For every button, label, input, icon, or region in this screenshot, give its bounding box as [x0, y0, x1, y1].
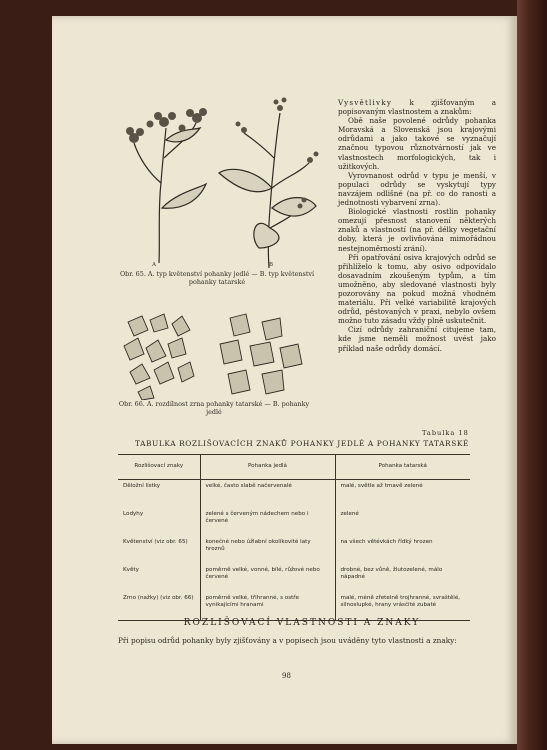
table-row	[118, 508, 470, 536]
explanations-paragraph: Cizí odrůdy zahraniční citujeme tam, kde jsme neměli možnost uvést jako příklad naše odrůdy domácí.	[338, 325, 496, 353]
table-cell: malé, světle až tmavě zelené	[340, 483, 423, 489]
explanations-paragraph: Při opatřování osiva krajových odrůd se přihlíželo k tomu, aby osivo odpovídalo dosavadním zkoušeným typům, a tím umožněno, aby sledované vlastnosti byly pozorovány na pokud možná vhodném materiálu. Při velké variabilitě krajových odrůd, pěstovaných v praxi, nebylo ovšem možno tuto zásadu vždy plně uskutečnit.	[338, 252, 496, 326]
section-heading: ROZLIŠOVACÍ VLASTNOSTI A ZNAKY	[183, 618, 421, 628]
explanations-intro: Vysvětlivky k zjišťovaným a popisovaným vlastnostem a znakům:	[338, 98, 496, 117]
table-cell: poměrně velké, vonné, bílé, růžové nebo červené	[200, 564, 335, 592]
table-cell: Děložní lístky	[118, 480, 200, 509]
table-row	[118, 564, 470, 592]
table-title: TABULKA ROZLIŠOVACÍCH ZNAKŮ POHANKY JEDLÉ A POHANKY TATARSKÉ	[134, 439, 470, 448]
table-header: Rozlišovací znaky	[118, 455, 200, 480]
table-cell: malé, méně zřetelně trojhranné, svraštělé, silnoslupké, hrany vrásčité zubaté	[335, 592, 470, 621]
book-page	[52, 16, 517, 744]
explanations-paragraph: Obě naše povolené odrůdy pohanka Moravská a Slovenská jsou krajovými odrůdami a jako takové se vyznačují značnou typovou různotvárností jak ve vlastnostech morfologických, tak i užitkových.	[338, 116, 496, 171]
table-header: Pohanka tatarská	[335, 455, 470, 480]
table-header: Pohanka jedlá	[200, 455, 335, 480]
table-cell: na všech větévkách řídký hrozen	[340, 539, 433, 545]
table-label: Tabulka 18	[422, 429, 469, 437]
explanations-column	[338, 98, 496, 353]
table-header-row	[118, 455, 470, 480]
table-row	[118, 592, 470, 621]
buckwheat-inflorescence-illustration	[104, 88, 324, 288]
book-spine	[517, 0, 547, 750]
table-cell: Květy	[118, 564, 200, 592]
figure-65-label-b: B	[269, 262, 274, 268]
table-cell: Zrno (nažky) (viz obr. 66)	[118, 592, 200, 621]
table-cell: Lodyhy	[118, 508, 200, 536]
explanations-heading: Vysvětlivky	[338, 98, 393, 107]
explanations-paragraph: Vyrovnanost odrůd v typu je menší, v populaci odrůdy se vyskytují typy navzájem odlišné (na př. co do ranosti a jednotnosti vybarvení zrna).	[338, 170, 496, 208]
page-number: 98	[282, 672, 291, 680]
table-cell: poměrně velké, třihranné, s ostře vynikajícími hranami	[200, 592, 335, 621]
table-row	[118, 480, 470, 509]
explanations-paragraph: Biologické vlastnosti rostlin pohanky omezují přesnost stanovení některých znaků a vlastností (na př. délky vegetační doby, která je ovlivňována mimořádnou nestejnoměrností zrání).	[338, 207, 496, 253]
buckwheat-seeds-illustration	[120, 312, 310, 400]
figure-65-caption: Obr. 65. A. typ květenství pohanky jedlé — B. typ květenství pohanky tatarské	[119, 270, 315, 286]
table-row	[118, 536, 470, 564]
table-cell: velké, často slabě načervenalé	[200, 480, 335, 509]
table-cell: zelené	[340, 511, 359, 517]
figure-65-label-a: A	[152, 262, 156, 268]
figure-66-caption: Obr. 66. A. rozdílnost zrna pohanky tatarské — B. pohanky jedlé	[118, 400, 310, 416]
table-cell: konečné nebo úžlabní okolíkovité laty hroznů	[200, 536, 335, 564]
table-cell: zelené s červeným nádechem nebo i červené	[200, 508, 335, 536]
section-intro: Při popisu odrůd pohanky byly zjišťovány a v popisech jsou uváděny tyto vlastnosti a znaky:	[118, 636, 457, 645]
table-cell: drobné, bez vůně, žlutozelené, málo nápadné	[340, 567, 443, 581]
table-cell: Květenství (viz obr. 65)	[118, 536, 200, 564]
distinguishing-features-table	[118, 454, 470, 621]
